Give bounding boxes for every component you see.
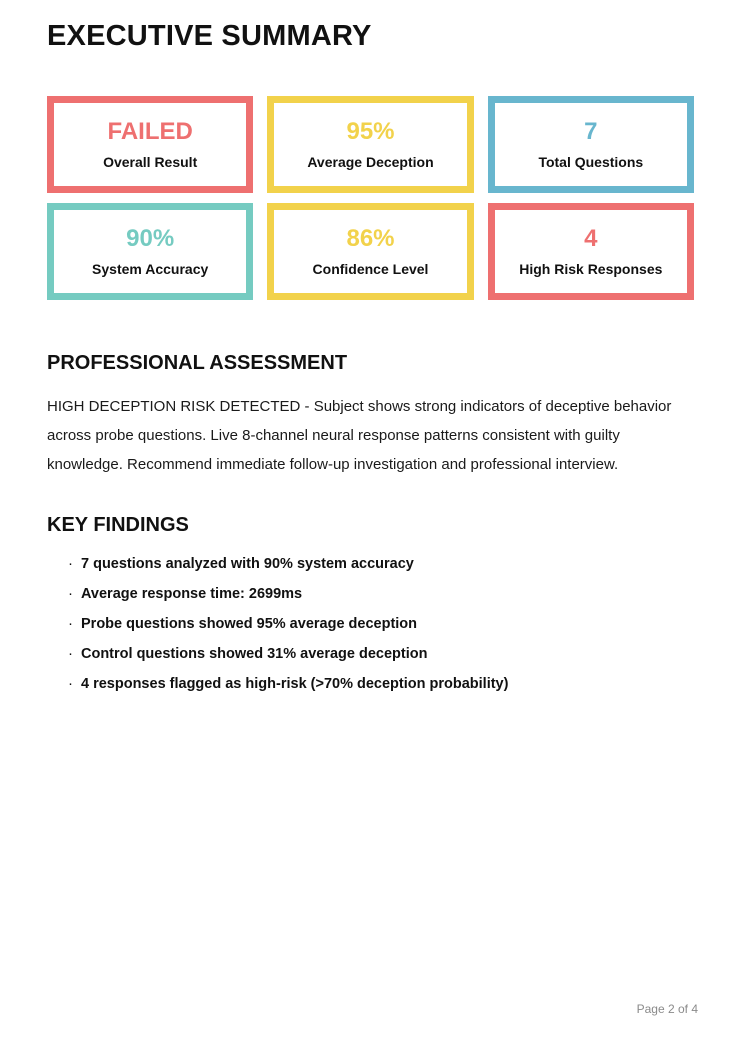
key-findings-heading: KEY FINDINGS — [47, 514, 189, 536]
stat-label: Overall Result — [103, 154, 198, 170]
stat-card — [267, 96, 473, 193]
bullet-dot-icon: · — [68, 615, 73, 632]
stat-label: System Accuracy — [92, 261, 209, 277]
stat-value: FAILED — [107, 118, 193, 145]
finding-item — [68, 586, 696, 602]
stat-value: 86% — [346, 225, 395, 252]
professional-assessment-heading: PROFESSIONAL ASSESSMENT — [47, 352, 348, 374]
stat-label: Confidence Level — [312, 261, 429, 277]
stat-card — [267, 203, 473, 300]
stat-value: 95% — [346, 118, 395, 145]
bullet-dot-icon: · — [68, 585, 73, 602]
finding-item — [68, 616, 696, 632]
finding-text: Control questions showed 31% average deception — [81, 646, 428, 662]
page-number: Page 2 of 4 — [636, 1002, 698, 1016]
bullet-dot-icon: · — [68, 675, 73, 692]
key-findings-section — [47, 514, 696, 692]
finding-item — [68, 676, 696, 692]
finding-item — [68, 646, 696, 662]
finding-text: 4 responses flagged as high-risk (>70% deception probability) — [81, 676, 509, 692]
stat-card — [47, 203, 253, 300]
stat-card — [488, 96, 694, 193]
stat-card — [47, 96, 253, 193]
stat-value: 4 — [584, 225, 598, 252]
finding-text: 7 questions analyzed with 90% system accuracy — [81, 556, 414, 572]
finding-item — [68, 556, 696, 572]
stat-card — [488, 203, 694, 300]
bullet-dot-icon: · — [68, 645, 73, 662]
stat-card-grid — [47, 96, 694, 300]
professional-assessment-body: HIGH DECEPTION RISK DETECTED - Subject shows strong indicators of deceptive behavior across probe questions. Live 8-channel neural response patterns consistent with guilty knowledge. Recommend immediate follow-up investigation and professional interview. — [47, 398, 672, 473]
finding-text: Probe questions showed 95% average deception — [81, 616, 418, 632]
stat-value: 90% — [126, 225, 175, 252]
stat-label: Total Questions — [538, 154, 644, 170]
stat-label: Average Deception — [307, 154, 434, 170]
key-findings-list — [47, 556, 696, 692]
stat-label: High Risk Responses — [519, 261, 663, 277]
page-title: EXECUTIVE SUMMARY — [47, 20, 372, 52]
stat-value: 7 — [584, 118, 598, 145]
finding-text: Average response time: 2699ms — [81, 586, 303, 602]
bullet-dot-icon: · — [68, 555, 73, 572]
professional-assessment-section — [47, 352, 696, 479]
